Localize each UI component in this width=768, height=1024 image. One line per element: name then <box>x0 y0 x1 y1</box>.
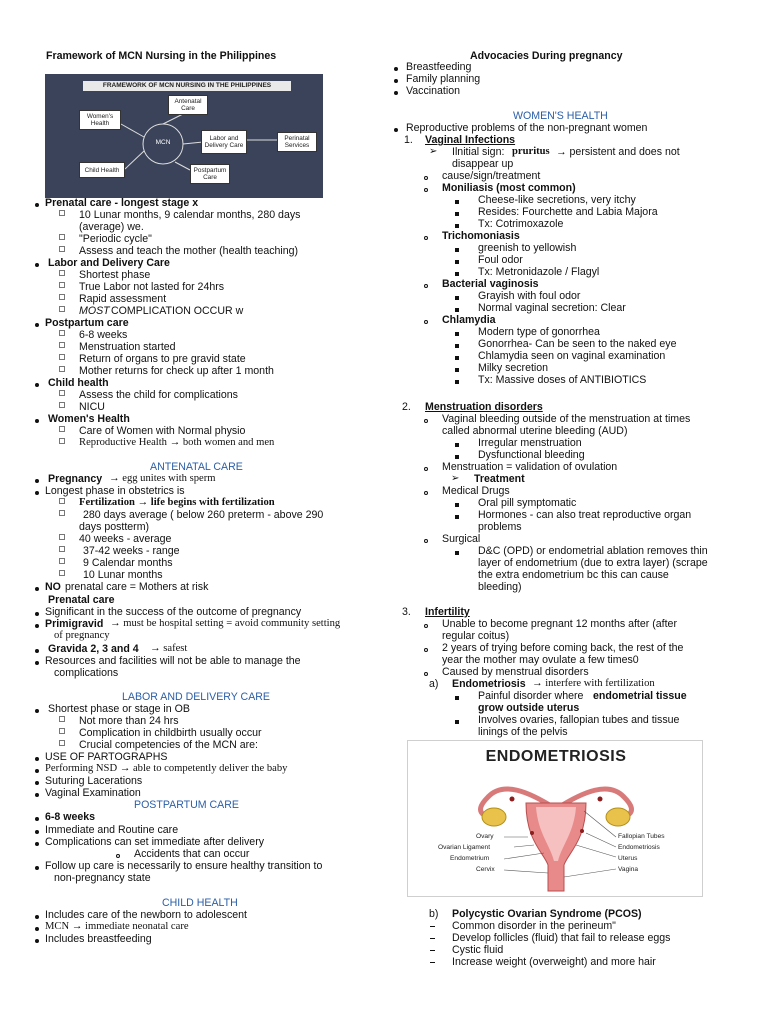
bullet <box>455 551 459 555</box>
list-item: Resources and facilities will not be able to manage the <box>45 655 301 667</box>
list-item: Breastfeeding <box>406 61 472 73</box>
bullet <box>116 854 120 858</box>
list-item: 10 Lunar months <box>83 569 163 581</box>
list-item: Immediate and Routine care <box>45 824 179 836</box>
checkbox-icon <box>59 234 65 240</box>
section-heading-womens: WOMEN'S HEALTH <box>513 110 608 122</box>
list-item: 37-42 weeks - range <box>83 545 180 557</box>
list-item: Dysfunctional bleeding <box>478 449 585 461</box>
checkbox-icon <box>59 534 65 540</box>
node-postpartum-care: Postpartum Care <box>190 164 230 184</box>
list-item: Grayish with foul odor <box>478 290 581 302</box>
bullet <box>455 368 459 372</box>
list-item: Chlamydia <box>442 314 496 326</box>
list-item: Gravida 2, 3 and 4 <box>48 643 139 655</box>
list-item: endometrial tissue <box>593 690 687 702</box>
bullet <box>35 709 39 713</box>
checkbox-icon <box>59 354 65 360</box>
mcn-framework-diagram <box>45 74 323 198</box>
list-item: → egg unites with sperm <box>109 473 216 484</box>
list-item: Complication in childbirth usually occur <box>79 727 262 739</box>
checkbox-icon <box>59 716 65 722</box>
list-item: Unable to become pregnant 12 months after (after <box>442 618 677 630</box>
list-item: Includes breastfeeding <box>45 933 152 945</box>
checkbox-icon <box>59 438 65 444</box>
bullet <box>35 624 39 628</box>
checkbox-icon <box>59 546 65 552</box>
list-number: 2. <box>402 401 411 413</box>
bullet <box>35 781 39 785</box>
list-item: Vaccination <box>406 85 460 97</box>
list-item: Treatment <box>474 473 525 485</box>
list-item: Return of organs to pre gravid state <box>79 353 246 365</box>
list-item: Postpartum care <box>45 317 129 329</box>
list-item: Women's Health <box>48 413 130 425</box>
bullet <box>424 467 428 471</box>
bullet <box>455 296 459 300</box>
checkbox-icon <box>59 282 65 288</box>
list-letter: b) <box>429 908 439 920</box>
list-item: (average) we. <box>79 221 144 233</box>
list-item: the extra endometrium bc this can cause <box>478 569 669 581</box>
list-item: Tx: Cotrimoxazole <box>478 218 564 230</box>
bullet <box>424 284 428 288</box>
list-item: complications <box>54 667 119 679</box>
list-item: 9 Calendar months <box>83 557 173 569</box>
list-item: Common disorder in the perineum" <box>452 920 616 932</box>
bullet <box>455 212 459 216</box>
endometriosis-figure <box>407 740 703 897</box>
list-item: pruritus <box>512 146 550 157</box>
bullet <box>35 757 39 761</box>
arrowhead-icon: ➢ <box>451 473 460 484</box>
list-item: Longest phase in obstetrics is <box>45 485 185 497</box>
list-item: Not more than 24 hrs <box>79 715 179 727</box>
list-item: Vaginal Examination <box>45 787 141 799</box>
list-item: Normal vaginal secretion: Clear <box>478 302 626 314</box>
checkbox-icon <box>59 306 65 312</box>
label-cervix: Cervix <box>476 866 495 873</box>
bullet <box>424 491 428 495</box>
dash-bullet <box>430 926 435 927</box>
list-item: Family planning <box>406 73 481 85</box>
list-item: Vaginal Infections <box>425 134 516 146</box>
list-item: prenatal care = Mothers at risk <box>65 581 209 593</box>
list-item: Follow up care is necessarily to ensure healthy transition to <box>45 860 323 872</box>
bullet <box>424 672 428 676</box>
bullet <box>455 308 459 312</box>
bullet <box>35 817 39 821</box>
list-item: linings of the pelvis <box>478 726 568 738</box>
bullet <box>424 236 428 240</box>
list-item: Performing NSD → able to competently deliver the baby <box>45 763 288 774</box>
bullet <box>455 515 459 519</box>
bullet <box>35 842 39 846</box>
node-mcn: MCN <box>155 139 171 146</box>
list-item: called abnormal uterine bleeding (AUD) <box>442 425 628 437</box>
bullet <box>424 624 428 628</box>
list-item: → safest <box>150 643 188 654</box>
section-heading-labor: LABOR AND DELIVERY CARE <box>122 691 270 703</box>
label-endometriosis: Endometriosis <box>618 844 660 851</box>
node-perinatal-services: Perinatal Services <box>277 132 317 152</box>
list-item: Caused by menstrual disorders <box>442 666 589 678</box>
list-item: Modern type of gonorrhea <box>478 326 600 338</box>
list-item: Menstruation started <box>79 341 176 353</box>
bullet <box>455 503 459 507</box>
list-item: disappear up <box>452 158 514 170</box>
checkbox-icon <box>59 570 65 576</box>
list-item: → interfere with fertilization <box>532 678 655 689</box>
list-item: Cheese-like secretions, very itchy <box>478 194 636 206</box>
list-item: Involves ovaries, fallopian tubes and tissue <box>478 714 680 726</box>
node-labor-delivery-care: Labor and Delivery Care <box>201 130 247 154</box>
list-item: Menstruation disorders <box>425 401 543 413</box>
bullet <box>35 927 39 931</box>
list-item: NO <box>45 581 61 593</box>
section-heading-postpartum: POSTPARTUM CARE <box>134 799 239 811</box>
checkbox-icon <box>59 740 65 746</box>
list-item: 40 weeks - average <box>79 533 172 545</box>
bullet <box>455 272 459 276</box>
node-child-health: Child Health <box>79 162 125 178</box>
list-item: 280 days average ( below 260 preterm - above 290 <box>83 509 324 521</box>
checkbox-icon <box>59 728 65 734</box>
list-item: Increase weight (overweight) and more hair <box>452 956 656 968</box>
bullet <box>35 612 39 616</box>
bullet <box>35 830 39 834</box>
list-item: Develop follicles (fluid) that fail to release eggs <box>452 932 671 944</box>
bullet <box>35 587 39 591</box>
list-item: Chlamydia seen on vaginal examination <box>478 350 666 362</box>
checkbox-icon <box>59 330 65 336</box>
list-item: Cystic fluid <box>452 944 504 956</box>
list-number: 3. <box>402 606 411 618</box>
list-item: Fertilization → life begins with fertilization <box>79 497 275 508</box>
list-item: COMPLICATION OCCUR w <box>111 305 244 317</box>
list-item: Mother returns for check up after 1 month <box>79 365 274 377</box>
bullet <box>394 79 398 83</box>
bullet <box>35 866 39 870</box>
checkbox-icon <box>59 390 65 396</box>
bullet <box>35 419 39 423</box>
bullet <box>35 915 39 919</box>
list-item: of pregnancy <box>54 630 110 641</box>
bullet <box>424 419 428 423</box>
bullet <box>35 491 39 495</box>
bullet <box>394 91 398 95</box>
list-item: Painful disorder where <box>478 690 584 702</box>
list-item: "Periodic cycle" <box>79 233 152 245</box>
bullet <box>455 696 459 700</box>
list-item: Ilnitial sign: <box>452 146 505 158</box>
bullet <box>35 263 39 267</box>
list-item: Menstruation = validation of ovulation <box>442 461 618 473</box>
list-item: Milky secretion <box>478 362 549 374</box>
label-vagina: Vagina <box>618 866 639 873</box>
checkbox-icon <box>59 510 65 516</box>
label-fallopian-tubes: Fallopian Tubes <box>618 833 665 840</box>
checkbox-icon <box>59 426 65 432</box>
list-item: MCN → immediate neonatal care <box>45 921 189 932</box>
uterus-illustration <box>408 741 703 897</box>
list-item: MOST <box>79 305 110 317</box>
list-item: Gonorrhea- Can be seen to the naked eye <box>478 338 677 350</box>
list-item: Vaginal bleeding outside of the menstruation at times <box>442 413 691 425</box>
bullet <box>424 539 428 543</box>
list-item: greenish to yellowish <box>478 242 577 254</box>
list-item: Rapid assessment <box>79 293 167 305</box>
dash-bullet <box>430 950 435 951</box>
diagram-title: FRAMEWORK OF MCN NURSING IN THE PHILIPPINES <box>83 81 291 91</box>
bullet <box>35 323 39 327</box>
list-item: Reproductive Health → both women and men <box>79 437 275 448</box>
bullet <box>35 479 39 483</box>
bullet <box>394 128 398 132</box>
label-uterus: Uterus <box>618 855 638 862</box>
list-item: → must be hospital setting = avoid community setting <box>110 618 341 629</box>
list-item: Medical Drugs <box>442 485 510 497</box>
node-womens-health: Women's Health <box>79 110 121 130</box>
list-item: 6-8 weeks <box>45 811 96 823</box>
checkbox-icon <box>59 402 65 408</box>
list-item: Prenatal care - longest stage x <box>45 197 199 209</box>
dash-bullet <box>430 938 435 939</box>
list-item: 6-8 weeks <box>79 329 128 341</box>
list-item: problems <box>478 521 522 533</box>
list-item: Surgical <box>442 533 481 545</box>
label-ovary: Ovary <box>476 833 494 840</box>
bullet <box>455 248 459 252</box>
page-title: Framework of MCN Nursing in the Philippines <box>46 50 277 62</box>
bullet <box>455 455 459 459</box>
list-item: Foul odor <box>478 254 523 266</box>
checkbox-icon <box>59 210 65 216</box>
list-item: Assess the child for complications <box>79 389 238 401</box>
arrowhead-icon: ➢ <box>429 146 438 157</box>
bullet <box>455 380 459 384</box>
bullet <box>455 260 459 264</box>
list-item: Care of Women with Normal physio <box>79 425 246 437</box>
list-item: Moniliasis (most common) <box>442 182 576 194</box>
list-item: NICU <box>79 401 105 413</box>
checkbox-icon <box>59 558 65 564</box>
list-item: Shortest phase or stage in OB <box>48 703 190 715</box>
list-item: Prenatal care <box>48 594 115 606</box>
bullet <box>455 443 459 447</box>
dash-bullet <box>430 962 435 963</box>
list-item: 10 Lunar months, 9 calendar months, 280 days <box>79 209 301 221</box>
list-item: Assess and teach the mother (health teaching) <box>79 245 299 257</box>
label-ovarian-ligament: Ovarian Ligament <box>438 844 491 851</box>
checkbox-icon <box>59 246 65 252</box>
list-letter: a) <box>429 678 439 690</box>
list-item: year the mother may ovulate a few times0 <box>442 654 639 666</box>
list-item: Irregular menstruation <box>478 437 582 449</box>
list-item: cause/sign/treatment <box>442 170 541 182</box>
list-item: Primigravid <box>45 618 104 630</box>
bullet <box>35 769 39 773</box>
list-item: layer of endometrium (due to extra layer) (scrape <box>478 557 708 569</box>
bullet <box>455 332 459 336</box>
list-item: Child health <box>48 377 109 389</box>
list-item: 2 years of trying before coming back, the rest of the <box>442 642 684 654</box>
bullet <box>424 320 428 324</box>
label-endometrium: Endometrium <box>450 855 490 862</box>
list-item: grow outside uterus <box>478 702 580 714</box>
bullet <box>35 383 39 387</box>
list-item: non-pregnancy state <box>54 872 151 884</box>
list-item: Pregnancy <box>48 473 103 485</box>
bullet <box>424 648 428 652</box>
list-item: Includes care of the newborn to adolescent <box>45 909 248 921</box>
list-item: Infertility <box>425 606 470 618</box>
list-item: Bacterial vaginosis <box>442 278 539 290</box>
list-item: USE OF PARTOGRAPHS <box>45 751 168 763</box>
list-item: Labor and Delivery Care <box>48 257 170 269</box>
checkbox-icon <box>59 270 65 276</box>
bullet <box>455 224 459 228</box>
list-item: Crucial competencies of the MCN are: <box>79 739 258 751</box>
bullet <box>424 188 428 192</box>
list-item: D&C (OPD) or endometrial ablation removes thin <box>478 545 708 557</box>
list-item: Trichomoniasis <box>442 230 520 242</box>
bullet <box>35 649 39 653</box>
list-item: Endometriosis <box>452 678 526 690</box>
list-item: Hormones - can also treat reproductive organ <box>478 509 692 521</box>
checkbox-icon <box>59 294 65 300</box>
list-item: Shortest phase <box>79 269 151 281</box>
bullet <box>455 720 459 724</box>
bullet <box>35 939 39 943</box>
list-number: 1. <box>404 134 413 146</box>
list-item: Polycystic Ovarian Syndrome (PCOS) <box>452 908 642 920</box>
list-item: Resides: Fourchette and Labia Majora <box>478 206 658 218</box>
list-item: Tx: Massive doses of ANTIBIOTICS <box>478 374 647 386</box>
bullet <box>394 67 398 71</box>
bullet <box>455 356 459 360</box>
list-item: → persistent and does not <box>556 146 680 158</box>
bullet <box>35 793 39 797</box>
list-item: Oral pill symptomatic <box>478 497 577 509</box>
list-item: Tx: Metronidazole / Flagyl <box>478 266 600 278</box>
figure-title: ENDOMETRIOSIS <box>485 748 627 765</box>
node-antenatal-care: Antenatal Care <box>168 95 208 115</box>
list-item: Complications can set immediate after delivery <box>45 836 265 848</box>
bullet <box>35 661 39 665</box>
list-item: regular coitus) <box>442 630 510 642</box>
bullet <box>455 344 459 348</box>
list-item: True Labor not lasted for 24hrs <box>79 281 225 293</box>
checkbox-icon <box>59 498 65 504</box>
advocacies-title: Advocacies During pregnancy <box>470 50 623 62</box>
bullet <box>424 176 428 180</box>
section-heading-antenatal: ANTENATAL CARE <box>150 461 243 473</box>
list-item: days postterm) <box>79 521 150 533</box>
section-heading-child: CHILD HEALTH <box>162 897 238 909</box>
checkbox-icon <box>59 342 65 348</box>
list-item: Suturing Lacerations <box>45 775 143 787</box>
list-item: Accidents that can occur <box>134 848 250 860</box>
list-item: bleeding) <box>478 581 522 593</box>
list-item: Reproductive problems of the non-pregnant women <box>406 122 648 134</box>
checkbox-icon <box>59 366 65 372</box>
bullet <box>455 200 459 204</box>
bullet <box>35 203 39 207</box>
list-item: Significant in the success of the outcome of pregnancy <box>45 606 302 618</box>
